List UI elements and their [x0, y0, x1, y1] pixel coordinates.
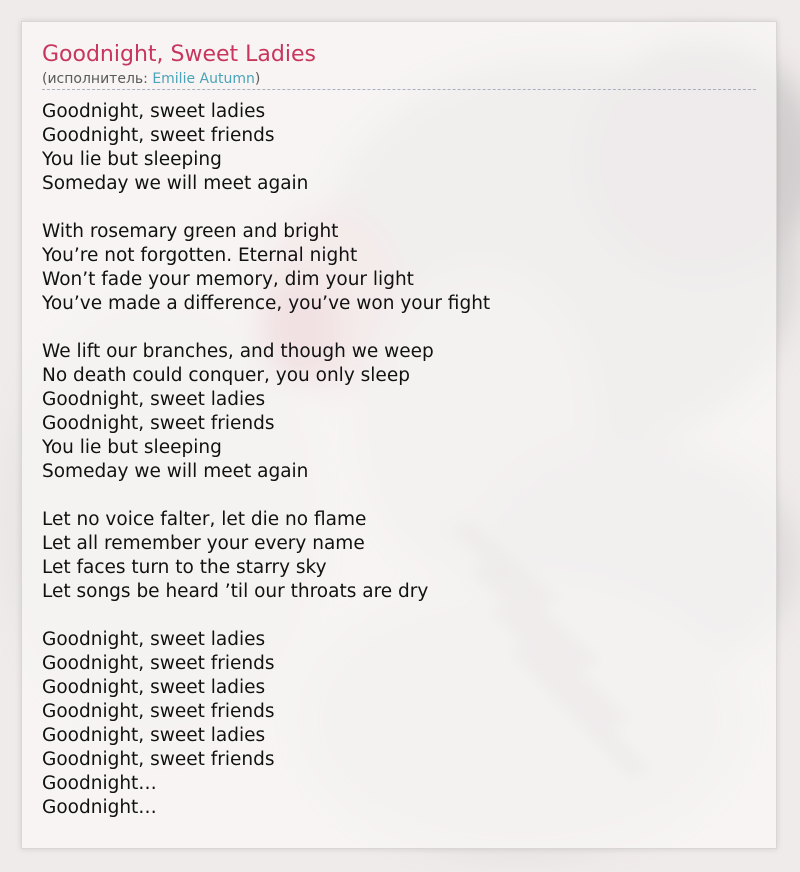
lyric-line: Goodnight, sweet friends: [42, 413, 275, 434]
lyric-line: Goodnight, sweet ladies: [42, 725, 266, 746]
lyric-line: We lift our branches, and though we weep: [42, 341, 434, 362]
lyric-line: Goodnight, sweet friends: [42, 653, 275, 674]
lyric-line: Let all remember your every name: [42, 533, 365, 554]
lyrics-stanza: [42, 340, 490, 484]
lyrics-stanza: [42, 628, 490, 820]
lyric-line: Let no voice falter, let die no flame: [42, 509, 367, 530]
artist-prefix: (исполнитель:: [42, 71, 153, 87]
lyrics-stanza: [42, 100, 490, 196]
lyric-line: Won’t fade your memory, dim your light: [42, 269, 414, 290]
lyric-line: Goodnight, sweet ladies: [42, 389, 266, 410]
lyrics-body: [42, 100, 490, 820]
artist-link[interactable]: Emilie Autumn: [152, 71, 255, 87]
lyrics-card: [21, 21, 777, 849]
title-divider: [42, 89, 756, 90]
lyric-line: With rosemary green and bright: [42, 221, 339, 242]
artist-suffix: ): [254, 71, 261, 87]
lyric-line: You’ve made a difference, you’ve won your fight: [42, 293, 491, 314]
lyrics-stanza: [42, 220, 490, 316]
stanza-gap: [42, 196, 490, 220]
lyric-line: You’re not forgotten. Eternal night: [42, 245, 358, 266]
lyric-line: Goodnight…: [42, 773, 157, 794]
lyric-line: Goodnight, sweet friends: [42, 701, 275, 722]
lyric-line: Someday we will meet again: [42, 173, 309, 194]
lyric-line: Goodnight, sweet friends: [42, 125, 275, 146]
lyrics-stanza: [42, 508, 490, 604]
lyric-line: Goodnight, sweet ladies: [42, 677, 266, 698]
stanza-gap: [42, 316, 490, 340]
lyric-line: Goodnight, sweet friends: [42, 749, 275, 770]
lyric-line: You lie but sleeping: [42, 437, 222, 458]
lyric-line: Let songs be heard ’til our throats are dry: [42, 581, 429, 602]
lyric-line: No death could conquer, you only sleep: [42, 365, 410, 386]
song-title: Goodnight, Sweet Ladies: [42, 42, 316, 67]
lyric-line: Someday we will meet again: [42, 461, 309, 482]
artist-line: [42, 70, 260, 88]
lyric-line: Goodnight…: [42, 797, 157, 818]
stanza-gap: [42, 604, 490, 628]
lyric-line: You lie but sleeping: [42, 149, 222, 170]
lyric-line: Goodnight, sweet ladies: [42, 629, 266, 650]
lyric-line: Let faces turn to the starry sky: [42, 557, 327, 578]
lyric-line: Goodnight, sweet ladies: [42, 101, 266, 122]
stanza-gap: [42, 484, 490, 508]
